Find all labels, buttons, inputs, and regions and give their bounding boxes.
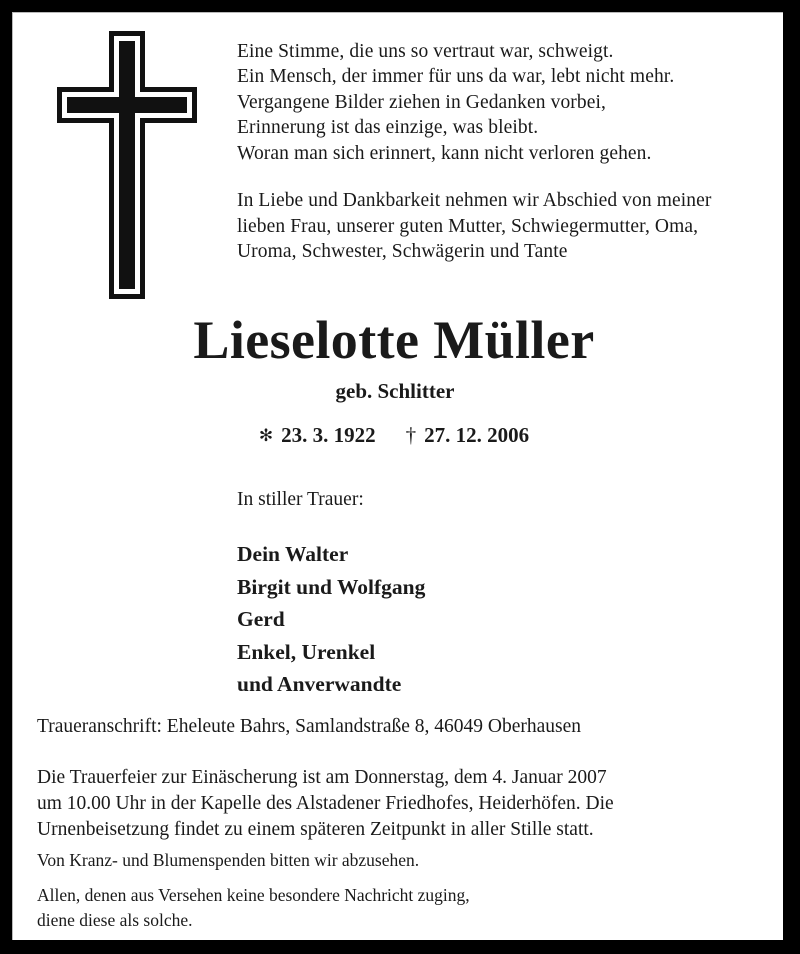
poem-line: Vergangene Bilder ziehen in Gedanken vorbei, (237, 91, 606, 113)
dedication-text (237, 188, 773, 265)
cross-emblem (57, 31, 197, 299)
poem-line: Ein Mensch, der immer für uns da war, lebt nicht mehr. (237, 66, 675, 88)
ceremony-line: Urnenbeisetzung findet zu einem späteren Zeitpunkt in aller Stille statt. (37, 818, 594, 840)
poem-line: Erinnerung ist das einzige, was bleibt. (237, 117, 539, 139)
condolence-address: Traueranschrift: Eheleute Bahrs, Samlandstraße 8, 46049 Oberhausen (37, 716, 582, 737)
poem-line: Woran man sich erinnert, kann nicht verloren gehen. (237, 142, 652, 164)
identity-block (13, 309, 783, 451)
poem-line: Eine Stimme, die uns so vertraut war, schweigt. (237, 41, 614, 62)
deceased-name: Lieselotte Müller (193, 310, 595, 370)
memorial-poem (237, 39, 773, 166)
mourner-item: und Anverwandte (237, 672, 402, 696)
upper-text-block (237, 39, 773, 265)
death-dagger-icon: † (405, 423, 417, 447)
death-date: 27. 12. 2006 (424, 423, 530, 447)
closing-note (37, 883, 777, 932)
mourner-item: Gerd (237, 607, 285, 631)
maiden-name: geb. Schlitter (335, 379, 455, 403)
christian-cross-icon (57, 31, 197, 299)
birth-star-icon: ✻ (258, 426, 274, 445)
ceremony-line: Die Trauerfeier zur Einäscherung ist am Donnerstag, dem 4. Januar 2007 (37, 767, 607, 788)
mourner-item: Enkel, Urenkel (237, 639, 376, 664)
closing-line: Allen, denen aus Versehen keine besondere Nachricht zuging, (37, 885, 470, 905)
obituary-card (12, 12, 783, 940)
dedication-line: In Liebe und Dankbarkeit nehmen wir Abschied von meiner (237, 190, 712, 212)
mourner-item: Dein Walter (237, 542, 349, 566)
mourners-list (237, 538, 637, 701)
mourning-intro: In stiller Trauer: (237, 489, 364, 510)
flowers-note: Von Kranz- und Blumenspenden bitten wir abzusehen. (37, 850, 420, 870)
birth-date: 23. 3. 1922 (281, 423, 376, 447)
dedication-line: Uroma, Schwester, Schwägerin und Tante (237, 241, 568, 263)
ceremony-details (37, 765, 777, 842)
dedication-line: lieben Frau, unserer guten Mutter, Schwiegermutter, Oma, (237, 215, 699, 237)
life-dates (13, 421, 783, 451)
mourner-item: Birgit und Wolfgang (237, 574, 426, 599)
closing-line: diene diese als solche. (37, 909, 193, 930)
ceremony-line: um 10.00 Uhr in der Kapelle des Alstadener Friedhofes, Heiderhöfen. Die (37, 792, 614, 814)
